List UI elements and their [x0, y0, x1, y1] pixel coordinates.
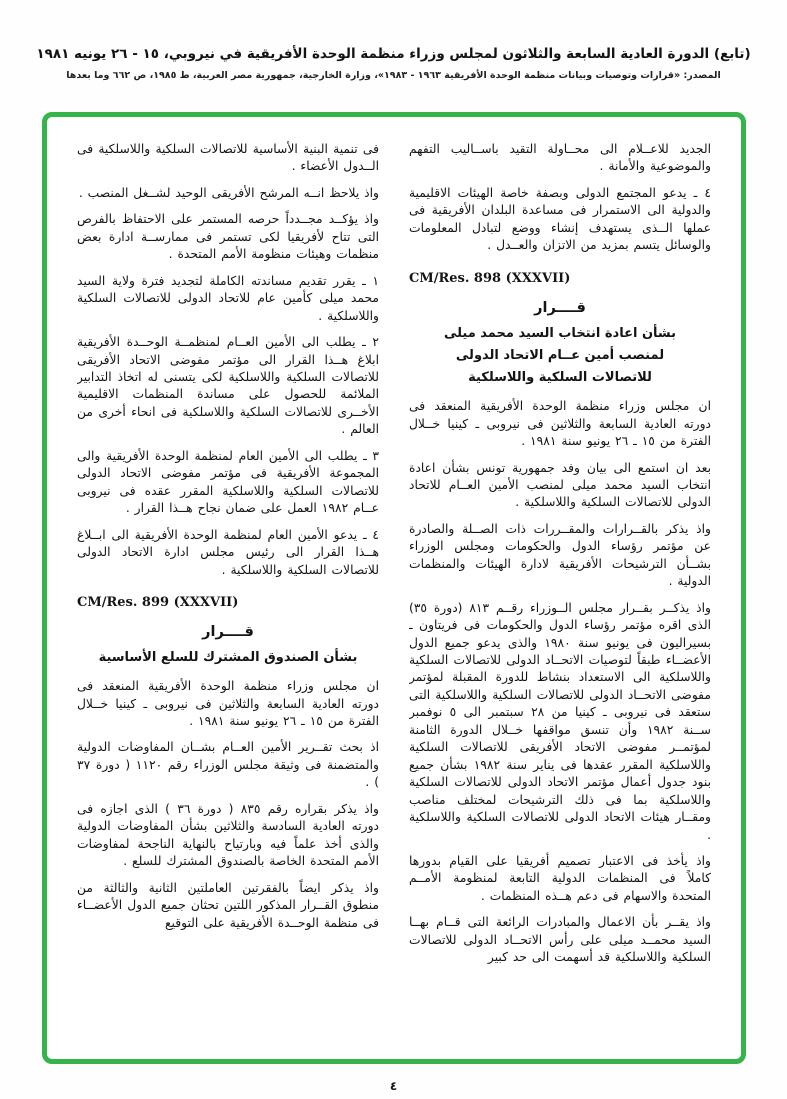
two-column-layout	[77, 141, 711, 1043]
paragraph: ٢ ـ يطلب الى الأمين العــام لمنظمــة الوحــدة الأفريقية ابلاغ هــذا القرار الى مؤتمر مفوضى الاتحاد الأفريقى للاتصالات السلكية واللاسلكية لكى يتسنى له اتخاذ التدابير الملائمة للحصول على مساندة المنظمات الاقليمية الأخــرى للاتصالات السلكية واللاسلكية فى انحاء أخرى من العالم .	[77, 335, 379, 437]
column-left	[77, 141, 379, 1043]
paragraph: واذ يذكــر بقــرار مجلس الــوزراء رقــم ٨١٣ (دورة ٣٥) الذى اقره مؤتمر رؤساء الدول والحكومات فى فريتاون ـ بسيراليون فى يونيو سنة ١٩٨٠ والذى يدعو جميع الدول الأعضــاء طبقاً لتوصيات الاتحــاد الدولى للاتصالات السلكية واللاسلكية الى الاستعداد بنشاط للدورة المقبلة لمؤتمر مفوضى الاتحــاد الدولى للاتصالات السلكية واللاسلكية التى ستعقد فى نيروبى ـ كينيا من ٢٨ سبتمبر الى ٥ نوفمبر ســنة ١٩٨٢ وأن تنسق مواقفها خــلال الدورة الثامنة لمؤتمــر مفوضى الاتحاد الأفريقى للاتصالات السلكية واللاسلكية المقرر عقدها فى يناير سنة ١٩٨٢ بشأن جميع بنود جدول أعمال مؤتمر الاتحاد الدولى للاتصالات السلكية واللاسلكية بما فى ذلك الترشيحات لمختلف مناصب ومقــار هيئات الاتحاد الدولى للاتصالات السلكية واللاسلكية .	[409, 600, 711, 842]
resolution-heading: قــــرار	[534, 299, 586, 316]
paragraph: واذ يؤكــد مجــدداً حرصه المستمر على الاحتفاظ بالفرص التى تتاح لأفريقيا لكى تستمر فى ممارســة ادارة بعض منظمات وهيئات منظومة الأمم المتحدة .	[77, 212, 379, 262]
resolution-subtitle: للاتصالات السلكية واللاسلكية	[468, 370, 652, 385]
paragraph: واذ يذكر ايضاً بالفقرتين العاملتين الثانية والثالثة من منطوق القــرار المذكور اللتين تحثان جميع الدول الأعضــاء فى منظمة الوحــدة الأفريقية على التوقيع	[77, 880, 379, 930]
paragraph: اذ بحث تقــرير الأمين العــام بشــان المفاوضات الدولية والمتضمنة فى وثيقة مجلس الوزراء رقم ١١٢٠ ( دورة ٣٧ ) .	[77, 740, 379, 790]
page-number: ٤	[389, 1079, 398, 1093]
paragraph: واذ يذكر بالقــرارات والمقــررات ذات الصــلة والصادرة عن مؤتمر رؤساء الدول والحكومات ومجلس الوزراء بشــأن الترشيحات الأفريقية لادارة الهيئات والمنظمات الدولية .	[409, 521, 711, 589]
resolution-subtitle: بشأن اعادة انتخاب السيد محمد ميلى	[443, 325, 677, 341]
paragraph: ١ ـ يقرر تقديم مساندته الكاملة لتجديد فترة ولاية السيد محمد ميلى كأمين عام للاتحاد الدولى للاتصالات السلكية واللاسلكية .	[77, 273, 379, 323]
paragraph: ٤ ـ يدعو الأمين العام لمنظمة الوحدة الأفريقية الى ابــلاغ هــذا القرار الى رئيس مجلس ادارة الاتحاد الدولى للاتصالات السلكية واللاسلكية .	[77, 527, 379, 577]
resolution-heading: قــــرار	[202, 623, 254, 640]
resolution-subtitle: بشأن الصندوق المشترك للسلع الأساسية	[98, 649, 358, 665]
page-header	[0, 44, 787, 81]
paragraph: ان مجلس وزراء منظمة الوحدة الأفريقية المنعقد فى دورته العادية السابعة والثلاثين فى نيروبى ـ كينيا خــلال الفترة من ١٥ ـ ٢٦ يونيو سنة ١٩٨١ .	[77, 679, 379, 729]
resolution-number: CM/Res. 899 (XXXVII)	[77, 594, 239, 610]
source-citation: المصدر: «قرارات وتوصيات وبيانات منظمة الوحدة الأفريقية ١٩٦٣ - ١٩٨٣»، وزارة الخارجية، جمهورية مصر العربية، ط ١٩٨٥، ص ٦٦٢ وما بعدها	[66, 70, 721, 82]
paragraph: واذ يذكر بقراره رقم ٨٣٥ ( دورة ٣٦ ) الذى اجازه فى دورته العادية السادسة والثلاثين بشأن المفاوضات الدولية والذى أخذ علماً فيه وبارتياح بالنهاية الناجحة لمفاوضات الأمم المتحدة الخاصة بالصندوق المشترك للسلع .	[77, 801, 379, 869]
resolution-subtitle: لمنصب أمين عــام الاتحاد الدولى	[455, 347, 665, 363]
paragraph: واذ يلاحظ انــه المرشح الأفريقى الوحيد لشــغل المنصب .	[78, 185, 379, 200]
paragraph: ان مجلس وزراء منظمة الوحدة الأفريقية المنعقد فى دورته العادية السابعة والثلاثين فى نيروبى ـ كينيا خــلال الفترة من ١٥ ـ ٢٦ يونيو سنة ١٩٨١ .	[409, 399, 711, 449]
column-right	[409, 141, 711, 1043]
green-border-content-box	[42, 112, 746, 1064]
paragraph: واذ يأخذ فى الاعتبار تصميم أفريقيا على القيام بدورها كاملاً فى المنظمات الدولية التابعة لمنظومة الأمــم المتحدة والاسهام فى دعم هــذه المنظمات .	[409, 854, 711, 903]
paragraph: واذ يقــر بأن الاعمال والمبادرات الرائعة التى قــام بهــا السيد محمــد ميلى على رأس الاتحــاد الدولى للاتصالات السلكية واللاسلكية قد أسهمت الى حد كبير	[409, 915, 711, 965]
paragraph: ٤ ـ يدعو المجتمع الدولى وبصفة خاصة الهيئات الاقليمية والدولية الى الاستمرار فى مساعدة البلدان الأفريقية فى عملها الــذى يستهدف إنشاء ووضع لتبادل المعلومات والوسائل يتسم بمزيد من الاتزان والعــدل .	[409, 185, 711, 253]
paragraph: فى تنمية البنية الأساسية للاتصالات السلكية واللاسلكية فى الــدول الأعضاء .	[77, 142, 379, 174]
paragraph: ٣ ـ يطلب الى الأمين العام لمنظمة الوحدة الأفريقية والى المجموعة الأفريقية فى مؤتمر مفوضى الاتحاد الدولى للاتصالات السلكية واللاسلكية المقرر عقده فى نيروبى عــام ١٩٨٢ العمل على ضمان نجاح هــذا القرار .	[77, 448, 379, 516]
session-title: (تابع) الدورة العادية السابعة والثلاثون لمجلس وزراء منظمة الوحدة الأفريقية في نيروبي، ١٥ - ٢٦ يونيه ١٩٨١	[36, 46, 751, 62]
paragraph: بعد ان استمع الى بيان وفد جمهورية تونس بشأن اعادة انتخاب السيد محمد ميلى لمنصب الأمين العــام للاتحاد الدولى للاتصالات السلكية واللاسلكية .	[409, 460, 711, 510]
paragraph: الجديد للاعــلام الى محــاولة التقيد باســاليب التفهم والموضوعية والأمانة .	[409, 142, 711, 174]
resolution-number: CM/Res. 898 (XXXVII)	[409, 270, 571, 286]
